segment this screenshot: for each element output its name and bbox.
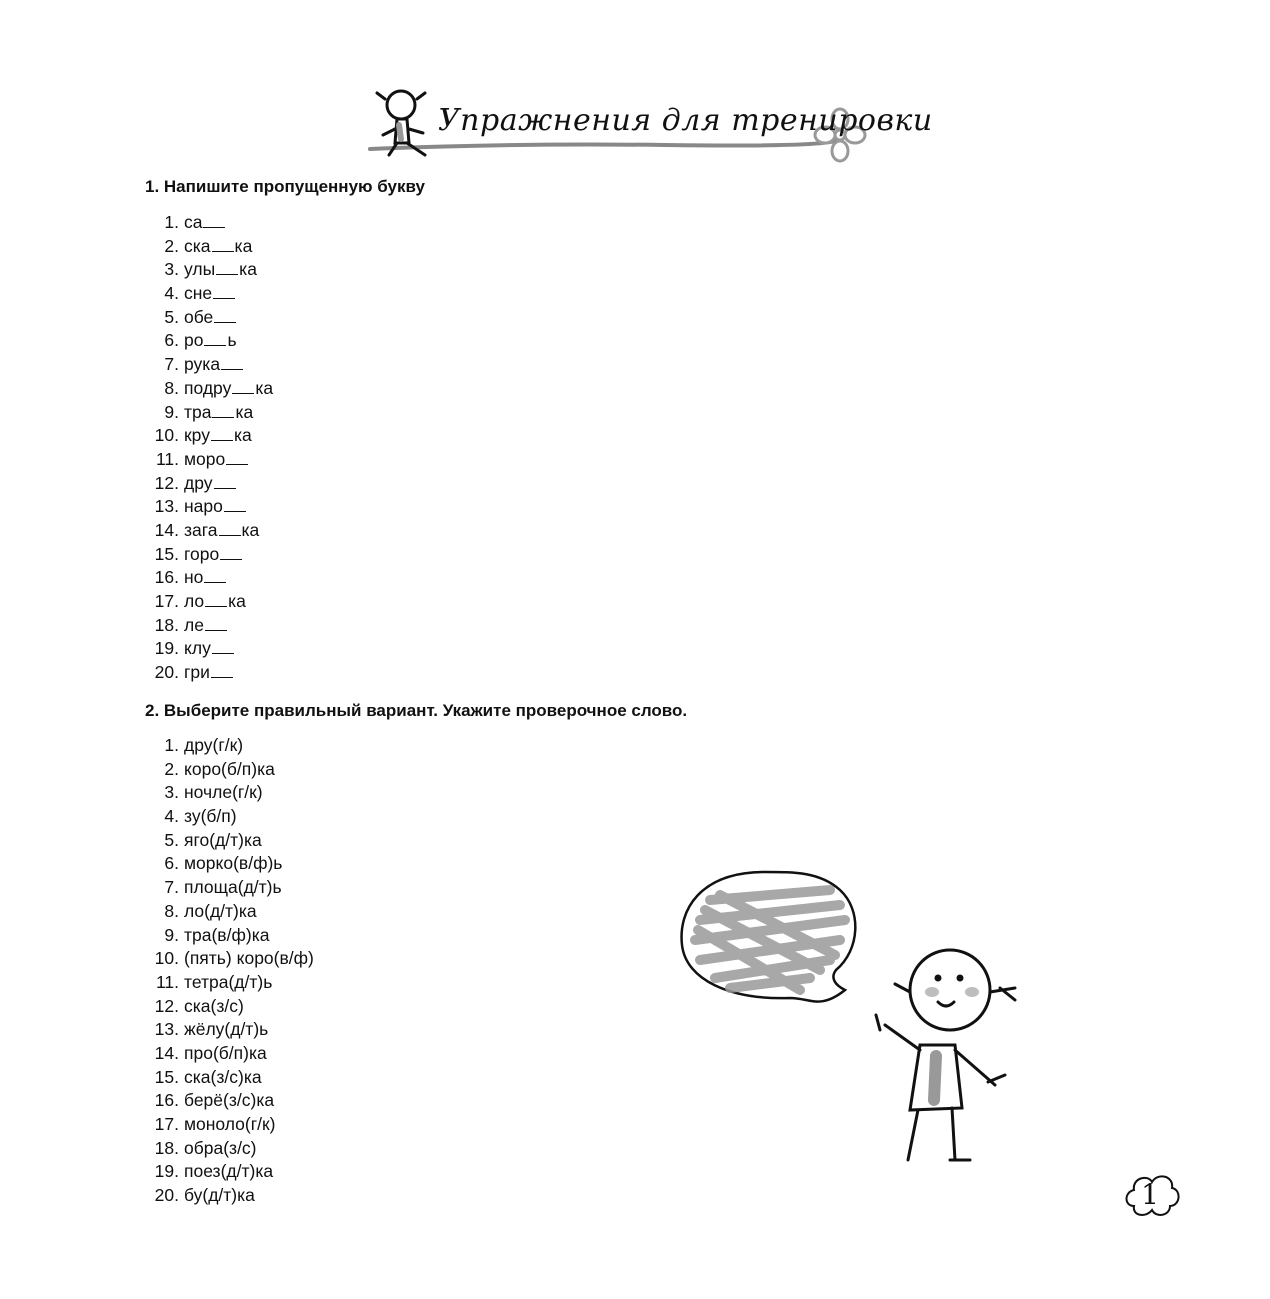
word-start: са [184, 212, 203, 232]
list-item [145, 1184, 314, 1208]
item-number: 18. [154, 614, 179, 635]
item-number: 19. [154, 1161, 179, 1182]
word-variant: площа(д/т)ь [184, 877, 282, 898]
item-number: 18. [154, 1137, 179, 1158]
item-number: 5. [164, 829, 179, 850]
list-item [145, 211, 273, 235]
list-item [145, 1137, 314, 1161]
kid-illustration [670, 860, 1030, 1170]
list-item [145, 1066, 314, 1090]
word-variant: яго(д/т)ка [184, 829, 262, 850]
word-start: моро [184, 448, 226, 469]
letter-blank[interactable] [205, 615, 227, 631]
word-start: наро [184, 496, 223, 517]
word-end: ка [234, 235, 253, 256]
list-item [145, 1160, 314, 1184]
word-variant: обра(з/с) [184, 1137, 257, 1158]
item-number: 13. [154, 496, 179, 517]
list-item [145, 614, 273, 638]
word-start: зага [184, 519, 218, 540]
item-number: 16. [154, 1090, 179, 1111]
list-item [145, 758, 314, 782]
list-item [145, 876, 314, 900]
list-item [145, 235, 273, 259]
list-item [145, 661, 273, 685]
missing-letter-list [145, 211, 273, 685]
item-number: 14. [154, 519, 179, 540]
item-number: 5. [164, 306, 179, 327]
word-end: ка [241, 519, 260, 540]
item-number: 19. [154, 638, 179, 659]
letter-blank[interactable] [212, 402, 234, 418]
word-start: рука [184, 354, 221, 375]
word-start: ска [184, 235, 211, 256]
letter-blank[interactable] [212, 638, 234, 654]
item-number: 3. [164, 259, 179, 280]
list-item [145, 495, 273, 519]
list-item [145, 543, 273, 567]
list-item [145, 947, 314, 971]
item-number: 2. [164, 235, 179, 256]
word-variant: ло(д/т)ка [184, 900, 257, 921]
word-start: улы [184, 259, 216, 280]
letter-blank[interactable] [205, 591, 227, 607]
choose-variant-list [145, 734, 314, 1208]
list-item [145, 1042, 314, 1066]
letter-blank[interactable] [216, 259, 238, 275]
letter-blank[interactable] [211, 662, 233, 678]
word-start: ро [184, 330, 204, 351]
item-number: 6. [164, 853, 179, 874]
letter-blank[interactable] [226, 449, 248, 465]
letter-blank[interactable] [212, 236, 234, 252]
word-start: обе [184, 306, 214, 327]
item-number: 4. [164, 283, 179, 304]
item-number: 2. [164, 758, 179, 779]
word-variant: коро(б/п)ка [184, 758, 275, 779]
letter-blank[interactable] [214, 307, 236, 323]
letter-blank[interactable] [221, 354, 243, 370]
list-item [145, 353, 273, 377]
page-header [365, 85, 933, 165]
section-2-title: 2. Выберите правильный вариант. Укажите проверочное слово. [145, 701, 688, 720]
item-number: 7. [164, 877, 179, 898]
list-item [145, 590, 273, 614]
list-item [145, 781, 314, 805]
item-number: 9. [164, 924, 179, 945]
item-number: 20. [154, 662, 179, 683]
item-number: 4. [164, 806, 179, 827]
list-item [145, 734, 314, 758]
list-item [145, 852, 314, 876]
list-item [145, 971, 314, 995]
waving-kid-icon [876, 950, 1015, 1160]
list-item [145, 566, 273, 590]
item-number: 15. [154, 543, 179, 564]
word-start: кру [184, 425, 210, 446]
letter-blank[interactable] [213, 283, 235, 299]
word-start: подру [184, 377, 232, 398]
item-number: 11. [155, 971, 179, 992]
word-end: ка [233, 425, 252, 446]
word-variant: ска(з/с) [184, 995, 244, 1016]
list-item [145, 377, 273, 401]
word-start: гри [184, 662, 210, 683]
page-number-text: 1 [1141, 1178, 1159, 1211]
list-item [145, 258, 273, 282]
word-start: ле [184, 614, 204, 635]
word-variant: ска(з/с)ка [184, 1066, 262, 1087]
word-variant: тетра(д/т)ь [184, 971, 273, 992]
list-item [145, 519, 273, 543]
word-start: дру [184, 472, 213, 493]
item-number: 20. [154, 1185, 179, 1206]
word-variant: зу(б/п) [184, 806, 237, 827]
list-item [145, 1018, 314, 1042]
word-end: ка [228, 591, 246, 611]
word-start: тра [184, 401, 212, 422]
item-number: 7. [164, 354, 179, 375]
letter-blank[interactable] [214, 473, 236, 489]
list-item [145, 900, 314, 924]
item-number: 15. [154, 1066, 179, 1087]
item-number: 14. [154, 1042, 179, 1063]
list-item [145, 472, 273, 496]
letter-blank[interactable] [224, 496, 246, 512]
word-end: ь [227, 330, 237, 351]
list-item [145, 637, 273, 661]
word-variant: моноло(г/к) [184, 1114, 276, 1134]
item-number: 3. [164, 782, 179, 803]
item-number: 12. [154, 472, 179, 493]
page-number [1122, 1170, 1182, 1225]
letter-blank[interactable] [211, 425, 233, 441]
word-start: но [184, 567, 204, 588]
letter-blank[interactable] [220, 544, 242, 560]
word-variant: тра(в/ф)ка [184, 924, 270, 945]
list-item [145, 1089, 314, 1113]
word-variant: дру(г/к) [184, 735, 244, 755]
word-start: сне [184, 283, 213, 304]
word-variant: про(б/п)ка [184, 1042, 267, 1063]
item-number: 8. [164, 900, 179, 921]
word-variant: морко(в/ф)ь [184, 853, 283, 874]
word-start: ло [184, 591, 205, 611]
list-item [145, 924, 314, 948]
list-item [145, 329, 273, 353]
word-variant: бу(д/т)ка [184, 1185, 255, 1206]
list-item [145, 1113, 314, 1137]
item-number: 17. [154, 1114, 179, 1134]
item-number: 12. [154, 995, 179, 1016]
list-item [145, 995, 314, 1019]
letter-blank[interactable] [204, 330, 226, 346]
word-variant: (пять) коро(в/ф) [184, 948, 314, 969]
list-item [145, 306, 273, 330]
list-item [145, 448, 273, 472]
word-variant: берё(з/с)ка [184, 1090, 275, 1111]
item-number: 10. [154, 948, 179, 969]
item-number: 16. [154, 567, 179, 588]
item-number: 1. [164, 212, 179, 232]
word-variant: ночле(г/к) [184, 782, 263, 803]
letter-blank[interactable] [219, 520, 241, 536]
item-number: 6. [164, 330, 179, 351]
item-number: 11. [155, 448, 179, 469]
list-item [145, 829, 314, 853]
item-number: 9. [164, 401, 179, 422]
item-number: 1. [164, 735, 179, 755]
section-1-title: 1. Напишите пропущенную букву [145, 177, 425, 196]
item-number: 8. [164, 377, 179, 398]
list-item [145, 282, 273, 306]
word-variant: поез(д/т)ка [184, 1161, 274, 1182]
letter-blank[interactable] [203, 212, 225, 228]
list-item [145, 805, 314, 829]
word-end: ка [235, 401, 254, 422]
letter-blank[interactable] [204, 567, 226, 583]
page-title: Упражнения для тренировки [438, 103, 933, 138]
word-start: горо [184, 543, 220, 564]
word-end: ка [255, 377, 274, 398]
word-end: ка [239, 259, 257, 280]
list-item [145, 424, 273, 448]
word-variant: жёлу(д/т)ь [184, 1019, 269, 1040]
letter-blank[interactable] [232, 378, 254, 394]
list-item [145, 401, 273, 425]
item-number: 17. [154, 591, 179, 611]
item-number: 10. [154, 425, 179, 446]
item-number: 13. [154, 1019, 179, 1040]
word-start: клу [184, 638, 211, 659]
